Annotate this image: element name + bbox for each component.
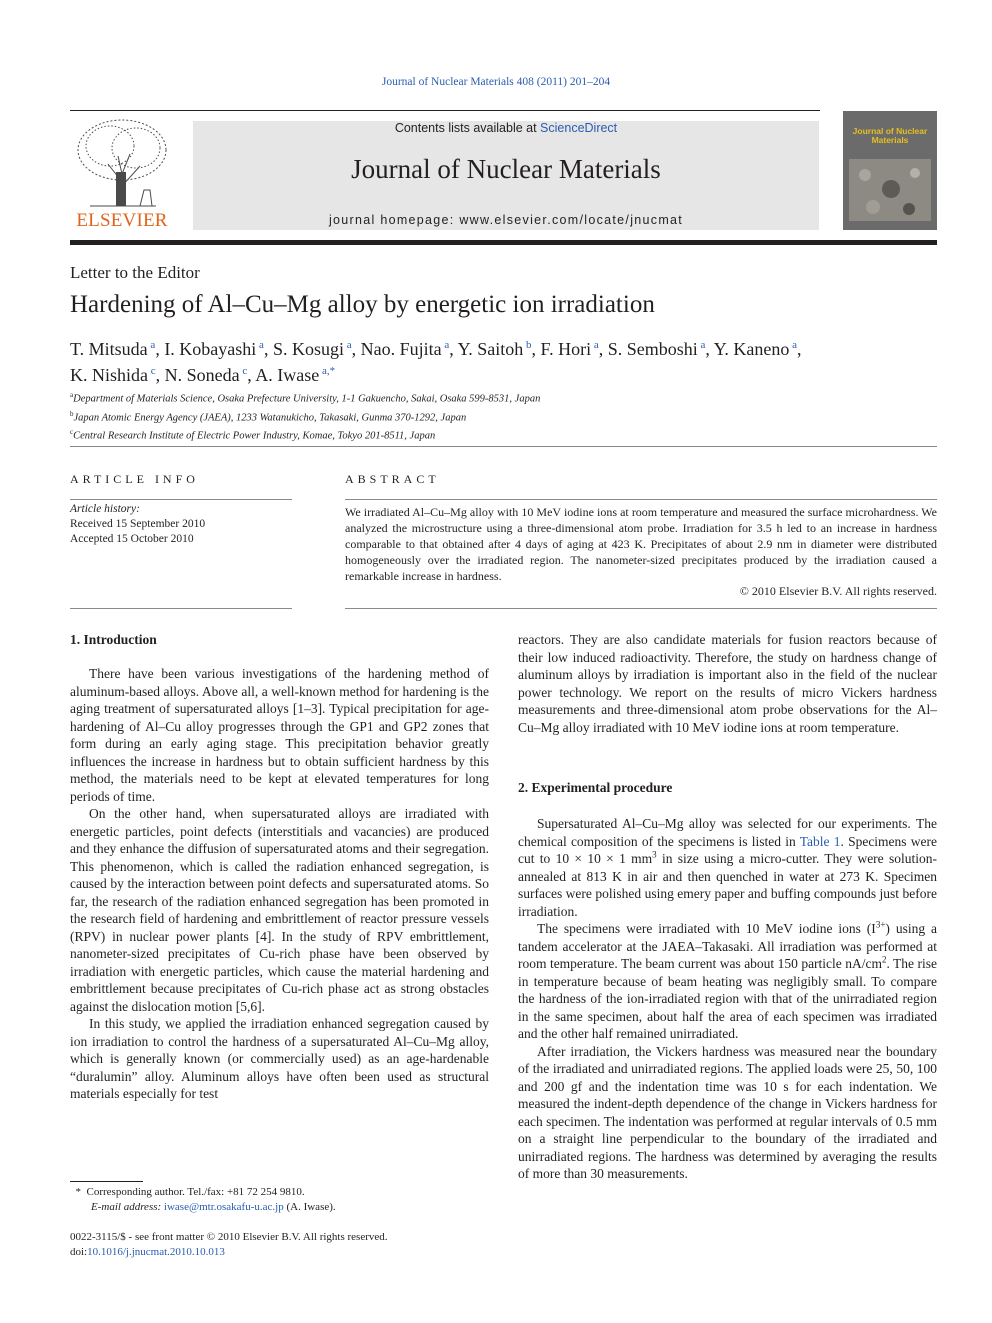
doi-label: doi:: [70, 1246, 88, 1258]
author-affiliation-mark[interactable]: c: [148, 365, 156, 377]
article-type: Letter to the Editor: [70, 263, 200, 282]
journal-homepage[interactable]: journal homepage: www.elsevier.com/locate/jnucmat: [328, 213, 684, 227]
superscript: 3+: [875, 919, 886, 930]
affiliation-text: Japan Atomic Energy Agency (JAEA), 1233 Watanukicho, Takasaki, Gunma 370-1292, Japan: [73, 412, 467, 423]
accepted-date: Accepted 15 October 2010: [70, 533, 194, 545]
affiliation-c: [70, 425, 937, 444]
footnote: [70, 1185, 489, 1215]
author-separator: ,: [797, 339, 802, 359]
author-affiliation-mark[interactable]: a: [343, 339, 352, 351]
author-separator: ,: [449, 339, 458, 359]
abstract-rule-bottom: [345, 608, 937, 609]
article-info-rule: [70, 499, 292, 500]
article-history: [70, 502, 292, 547]
right-column-top: [518, 631, 937, 736]
contents-line: [193, 121, 819, 135]
text-run: . The rise in temperature because of beam heating was negligibly small. To compare the hardness of the ion-irradiated region with that of the unirradiated region in the same specimen, about half the area of each specimen was irradiated and the other half remained unirradiated.: [518, 956, 937, 1041]
author-affiliation-mark[interactable]: c: [239, 365, 248, 377]
header-rule: [70, 110, 820, 111]
author-name: S. Semboshi: [607, 339, 698, 359]
superscript: 3: [652, 849, 657, 860]
author-name: F. Hori: [540, 339, 592, 359]
affiliation-a: [70, 388, 937, 407]
abstract-heading: ABSTRACT: [345, 472, 440, 486]
author-separator: ,: [155, 365, 165, 385]
author-affiliation-mark[interactable]: a: [256, 339, 264, 351]
affiliation-mark: b: [70, 409, 74, 418]
superscript: 2: [881, 954, 887, 965]
email-link[interactable]: iwase@mtr.osakafu-u.ac.jp: [163, 1201, 284, 1213]
paragraph: [518, 920, 937, 1043]
footnote-rule: [70, 1181, 143, 1182]
footnote-mark: *: [75, 1186, 81, 1198]
author-affiliation-mark[interactable]: b: [523, 339, 532, 351]
author-separator: ,: [531, 339, 541, 359]
paragraph-continued: reactors. They are also candidate materials for fusion reactors because of their low induced radioactivity. Therefore, the study on hardness change of aluminum alloys by irradiation is important also in the field of the nuclear power technology. We report on the results of micro Vickers hardness measurements and three-dimensional atom probe observations for the Al–Cu–Mg alloy irradiated with 10 MeV iodine ions at room temperature.: [518, 632, 937, 735]
author-separator: ,: [351, 339, 361, 359]
issn-line: 0022-3115/$ - see front matter © 2010 Elsevier B.V. All rights reserved.: [70, 1231, 388, 1243]
section-heading-introduction: 1. Introduction: [70, 632, 157, 647]
doi-link[interactable]: 10.1016/j.jnucmat.2010.10.013: [87, 1246, 225, 1258]
text-run: . Specimens were cut to 10 × 10 × 1 mm: [518, 833, 937, 866]
affiliation-mark: a: [70, 391, 74, 399]
author-affiliation-mark[interactable]: a,*: [319, 365, 336, 377]
author-list: [70, 334, 937, 386]
affiliation-text: Department of Materials Science, Osaka Prefecture University, 1-1 Gakuencho, Sakai, Osaka 599-8531, Japan: [73, 393, 541, 405]
author-separator: ,: [705, 339, 714, 359]
history-label: Article history:: [70, 503, 140, 515]
email-label: E-mail address:: [91, 1201, 162, 1213]
journal-reference[interactable]: Journal of Nuclear Materials 408 (2011) 201–204: [381, 76, 611, 88]
text-run: The specimens were irradiated with 10 MeV iodine ions (I: [537, 921, 876, 936]
author-affiliation-mark[interactable]: a: [441, 339, 450, 351]
article-title: Hardening of Al–Cu–Mg alloy by energetic ion irradiation: [70, 291, 655, 318]
affiliation-text: Central Research Institute of Electric Power Industry, Komae, Tokyo 201-8511, Japan: [73, 430, 436, 442]
affiliations: [70, 388, 937, 444]
left-column: [70, 665, 489, 1103]
abstract-text: We irradiated Al–Cu–Mg alloy with 10 MeV iodine ions at room temperature and measured the surface microhardness. We analyzed the microstructure using a three-dimensional atom probe. Irradiation for 3.5 h led to an increase in hardness comparable to that obtained after 4 days of aging at 423 K. Precipitates of about 2.9 nm in diameter were distributed homogeneously over the irradiated region. The nanometer-sized precipitates produced by the irradiation caused a remarkable increase in hardness.: [345, 505, 937, 583]
table-1-link[interactable]: Table 1: [799, 833, 841, 849]
contents-prefix: Contents lists available at: [394, 121, 541, 135]
paragraph: In this study, we applied the irradiation enhanced segregation caused by ion irradiation to control the hardness of a supersaturated Al–Cu–Mg alloy, which is generally known (or commercially used) as an age-hardenable “duralumin” alloy. Aluminum alloys have often been used as structural materials especially for test: [70, 1016, 489, 1101]
masthead-rule: [70, 240, 937, 245]
article-info-heading: ARTICLE INFO: [70, 472, 199, 486]
paragraph: [518, 815, 937, 920]
received-date: Received 15 September 2010: [70, 518, 206, 530]
sciencedirect-link[interactable]: ScienceDirect: [540, 121, 618, 135]
email-suffix: (A. Iwase).: [286, 1201, 336, 1213]
paragraph: After irradiation, the Vickers hardness was measured near the boundary of the irradiated and unirradiated regions. The applied loads were 25, 50, 100 and 200 gf and the indentation time was 10 s for each indentation. We measured the indent-depth dependence of the change in Vickers hardness for each specimen. The indentation was performed at regular intervals of 0.5 mm on a straight line perpendicular to the boundary of the irradiated and unirradiated regions. The hardness was determined by averaging the results of more than 30 measurements.: [518, 1043, 937, 1181]
paragraph: On the other hand, when supersaturated alloys are irradiated with energetic particles, point defects (interstitials and vacancies) are produced and they enhance the diffusion of supersaturated atoms and their segregation. This phenomenon, which is called the radiation enhanced segregation, is caused by the interaction between point defects and supersaturated atoms. So far, the research of the radiation enhanced segregation has been promoted in the research field of hardening and embrittlement of reactor pressure vessels (RPV) in nuclear power plants [4]. In the study of RPV embrittlement, nanometer-sized precipitates of Cu-rich phase have been observed by irradiation with energetic particles, which cause the material hardening and embrittlement because precipitates of Cu-rich phase act as strong obstacles against the dislocation motion [5,6].: [70, 806, 489, 1014]
doi-line: [70, 1245, 489, 1260]
author-name: Y. Kaneno: [713, 339, 790, 359]
author-name: A. Iwase: [255, 365, 320, 385]
abstract-copyright: © 2010 Elsevier B.V. All rights reserved.: [739, 584, 937, 598]
affiliation-b: [70, 407, 937, 426]
author-name: Nao. Fujita: [360, 339, 442, 359]
author-name: I. Kobayashi: [164, 339, 257, 359]
journal-title: Journal of Nuclear Materials: [351, 154, 661, 184]
page-footer: [70, 1230, 489, 1260]
author-name: N. Soneda: [164, 365, 240, 385]
author-separator: ,: [155, 339, 165, 359]
abstract-rule: [345, 499, 937, 500]
corresponding-author: [70, 1185, 489, 1200]
author-separator: ,: [598, 339, 608, 359]
corresponding-text: Corresponding author. Tel./fax: +81 72 254 9810.: [86, 1186, 305, 1198]
right-column-bottom: [518, 815, 937, 1183]
text-run: in size using a micro-cutter. They were solution-annealed at 813 K in air and then quenched in water at 273 K. Specimen surfaces were polished using emery paper and buffing compounds just before irradiation.: [518, 851, 937, 919]
cover-title: Journal of Nuclear Materials: [852, 126, 928, 145]
article-info-rule-bottom: [70, 608, 292, 609]
author-name: T. Mitsuda: [70, 339, 148, 359]
author-affiliation-mark[interactable]: a: [697, 339, 706, 351]
paragraph: There have been various investigations of the hardening method of aluminum-based alloys. Above all, a well-known method for hardening is the aging treatment of supersaturated alloys [1–3]. Typical precipitation for age-hardening of Al–Cu alloy progresses through the GP1 and GP2 zones that form during an early aging stage. This precipitation behavior greatly influences the increase in hardness but to obtain sufficient hardness by this method, the materials need to be kept at elevated temperatures for long periods of time.: [70, 666, 489, 804]
affiliation-rule: [70, 446, 937, 447]
author-name: S. Kosugi: [272, 339, 344, 359]
author-affiliation-mark[interactable]: a: [147, 339, 156, 351]
author-name: K. Nishida: [70, 365, 148, 385]
section-heading-experimental: 2. Experimental procedure: [518, 780, 673, 795]
author-separator: ,: [263, 339, 273, 359]
publisher-name: ELSEVIER: [76, 210, 168, 231]
author-affiliation-mark[interactable]: a: [591, 339, 599, 351]
affiliation-mark: c: [70, 428, 74, 436]
text-run: Supersaturated Al–Cu–Mg alloy was selected for our experiments. The chemical composition of the specimens is listed in: [518, 816, 937, 849]
author-separator: ,: [247, 365, 256, 385]
author-affiliation-mark[interactable]: a: [789, 339, 798, 351]
text-run: ) using a tandem accelerator at the JAEA–Takasaki. All irradiation was performed at room temperature. The beam current was about 150 particle nA/cm: [518, 921, 937, 971]
email-line: [70, 1200, 489, 1215]
author-name: Y. Saitoh: [457, 339, 524, 359]
tree-icon: [70, 116, 174, 210]
